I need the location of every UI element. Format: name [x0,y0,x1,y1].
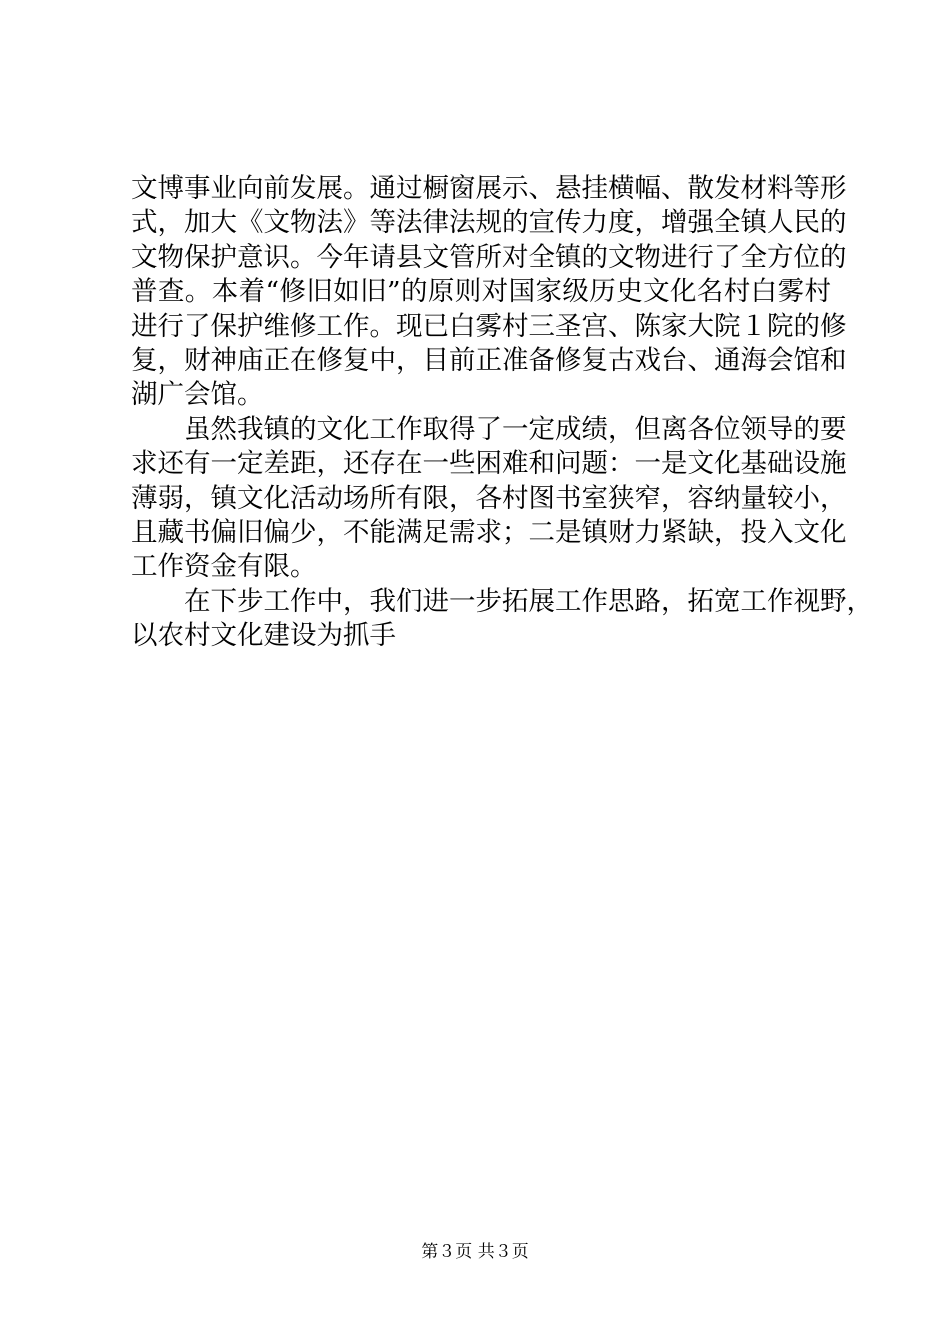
text-line: 以农村文化建设为抓手 [131,620,396,652]
body-text [131,172,873,653]
text-line: 虽然我镇的文化工作取得了一定成绩，但离各位领导的要 [131,413,847,445]
text-line: 复，财神庙正在修复中，目前正准备修复古戏台、通海会馆和 [131,344,847,376]
text-line: 普查。本着“修旧如旧”的原则对国家级历史文化名村白雾村 [131,276,831,308]
text-line: 薄弱，镇文化活动场所有限，各村图书室狭窄，容纳量较小， [131,482,847,514]
text-line: 进行了保护维修工作。现已白雾村三圣宫、陈家大院１院的修 [131,310,847,342]
page-number: 第３页 共３页 [421,1242,529,1262]
text-line: 湖广会馆。 [131,379,264,411]
text-line: 工作资金有限。 [131,551,317,583]
text-line: 式，加大《文物法》等法律法规的宣传力度，增强全镇人民的 [131,207,847,239]
text-line: 且藏书偏旧偏少，不能满足需求；二是镇财力紧缺，投入文化 [131,516,847,548]
text-line: 文物保护意识。今年请县文管所对全镇的文物进行了全方位的 [131,241,847,273]
text-line: 在下步工作中，我们进一步拓展工作思路，拓宽工作视野， [131,585,873,617]
text-line: 文博事业向前发展。通过橱窗展示、悬挂横幅、散发材料等形 [131,173,847,204]
text-line: 求还有一定差距，还存在一些困难和问题：一是文化基础设施 [131,448,847,480]
